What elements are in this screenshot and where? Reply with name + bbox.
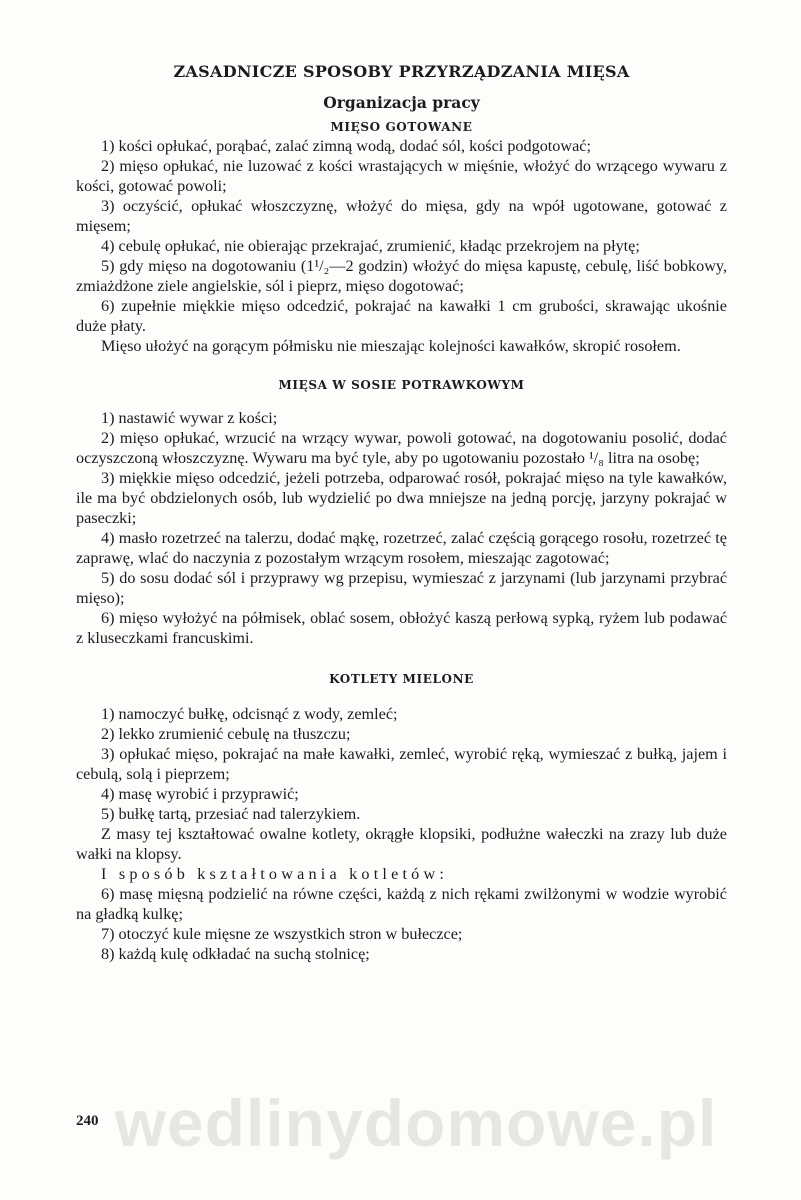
paragraph: 3) oczyścić, opłukać włoszczyznę, włożyć do mięsa, gdy na wpół ugotowane, gotować z mięsem;	[76, 197, 727, 235]
paragraph: 2) mięso opłukać, wrzucić na wrzący wywar, powoli gotować, na dogotowaniu posolić, dodać oczyszczoną włoszczyznę. Wywaru ma być tyle, aby po ugotowaniu pozostało ¹/₈ litra na osobę;	[76, 429, 727, 467]
paragraph: 4) cebulę opłukać, nie obierając przekrajać, zrumienić, kładąc przekrojem na płytę;	[101, 237, 640, 255]
section-kotlety-mielone	[76, 672, 727, 964]
paragraph: 2) mięso opłukać, nie luzować z kości wrastających w mięśnie, włożyć do wrzącego wywaru z kości, gotować powoli;	[76, 157, 727, 195]
paragraph: Mięso ułożyć na gorącym półmisku nie mieszając kolejności kawałków, skropić rosołem.	[101, 337, 681, 355]
page-number: 240	[76, 1113, 99, 1129]
paragraph: Z masy tej kształtować owalne kotlety, okrągłe klopsiki, podłużne wałeczki na zrazy lub duże wałki na klopsy.	[76, 825, 727, 863]
paragraph: 4) masę wyrobić i przyprawić;	[101, 785, 299, 803]
section-miesa-w-sosie	[76, 378, 727, 648]
section-mieso-gotowane	[76, 120, 727, 356]
page-title: ZASADNICZE SPOSOBY PRZYRZĄDZANIA MIĘSA	[173, 62, 630, 81]
paragraph: 8) każdą kulę odkładać na suchą stolnicę;	[101, 945, 370, 963]
watermark: wedlinydomowe.pl	[114, 1086, 718, 1160]
page-content	[76, 62, 727, 964]
paragraph: 1) nastawić wywar z kości;	[101, 409, 278, 427]
paragraph: 6) mięso wyłożyć na półmisek, oblać sosem, obłożyć kaszą perłową sypką, ryżem lub podawać z kluseczkami francuskimi.	[76, 609, 727, 647]
paragraph: 6) zupełnie miękkie mięso odcedzić, pokrajać na kawałki 1 cm grubości, skrawając ukośnie duże płaty.	[76, 297, 727, 335]
paragraph: 5) bułkę tartą, przesiać nad talerzykiem.	[101, 805, 361, 823]
paragraph: 2) lekko zrumienić cebulę na tłuszczu;	[101, 725, 351, 743]
paragraph: 1) kości opłukać, porąbać, zalać zimną wodą, dodać sól, kości podgotować;	[101, 137, 591, 155]
section-heading: KOTLETY MIELONE	[329, 672, 474, 686]
section-heading: MIĘSO GOTOWANE	[330, 120, 473, 134]
paragraph: 3) miękkie mięso odcedzić, jeżeli potrzeba, odparować rosół, pokrajać mięso na tyle kawałków, ile ma być obdzielonych osób, lub wydzielić po dwa mniejsze na jedną porcję, jarzyny pokrajać w paseczki;	[76, 469, 727, 527]
paragraph: 7) otoczyć kule mięsne ze wszystkich stron w bułeczce;	[101, 925, 463, 943]
section-heading: MIĘSA W SOSIE POTRAWKOWYM	[278, 378, 525, 392]
paragraph: 3) opłukać mięso, pokrajać na małe kawałki, zemleć, wyrobić ręką, wymieszać z bułką, jajem i cebulą, solą i pieprzem;	[76, 745, 727, 783]
paragraph-spaced: I sposób kształtowania kotletów:	[101, 865, 449, 883]
paragraph: 6) masę mięsną podzielić na równe części, każdą z nich rękami zwilżonymi w wodzie wyrobić na gładką kulkę;	[76, 885, 727, 923]
paragraph: 5) gdy mięso na dogotowaniu (1¹/₂—2 godzin) włożyć do mięsa kapustę, cebulę, liść bobkowy, zmiażdżone ziele angielskie, sól i pieprz, mięso dogotować;	[76, 257, 727, 295]
paragraph: 4) masło rozetrzeć na talerzu, dodać mąkę, rozetrzeć, zalać częścią gorącego rosołu, rozetrzeć tę zaprawę, wlać do naczynia z pozostałym wrzącym rosołem, mieszając zagotować;	[76, 529, 727, 567]
paragraph: 5) do sosu dodać sól i przyprawy wg przepisu, wymieszać z jarzynami (lub jarzynami przybrać mięso);	[76, 569, 727, 607]
page-subtitle: Organizacja pracy	[323, 93, 480, 112]
paragraph: 1) namoczyć bułkę, odcisnąć z wody, zemleć;	[101, 705, 398, 723]
